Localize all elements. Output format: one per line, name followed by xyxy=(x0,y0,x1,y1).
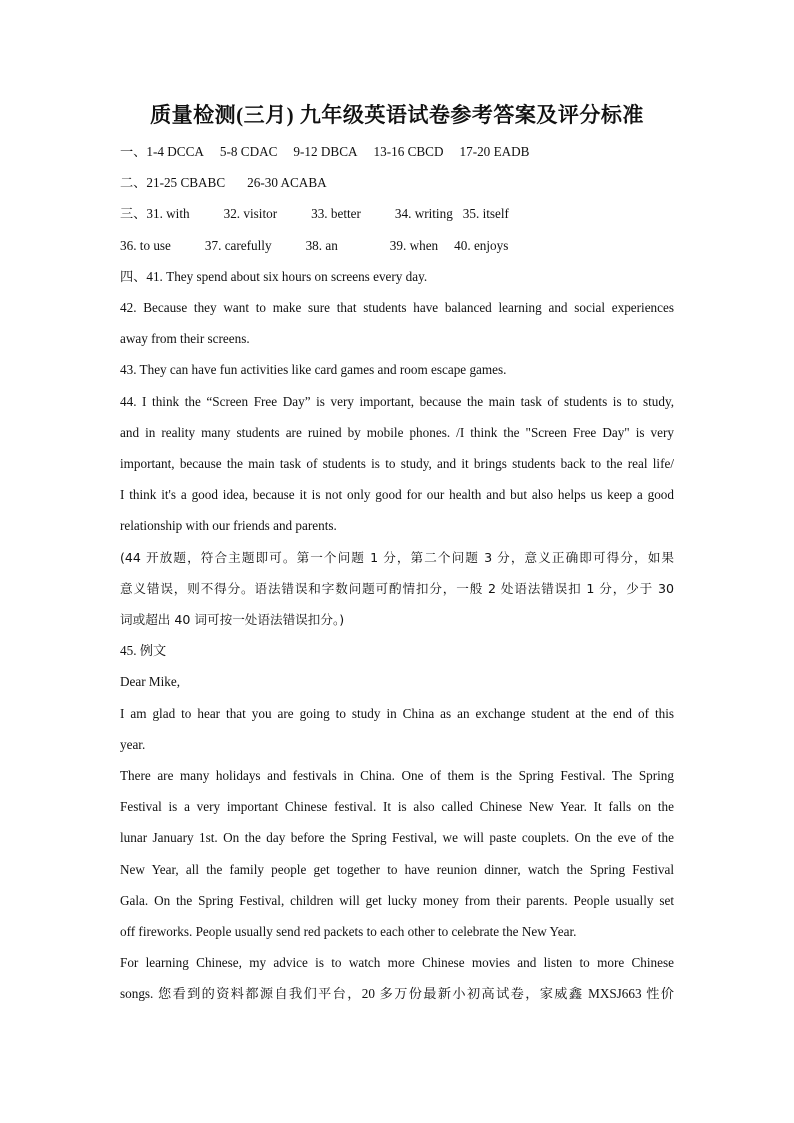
answer-43: 43. They can have fun activities like card games and room escape games. xyxy=(120,362,507,378)
essay-line: Festival is a very important Chinese festival. It is also called Chinese New Year. It falls on the xyxy=(120,799,674,815)
essay-salutation: Dear Mike, xyxy=(120,674,181,690)
essay-line: There are many holidays and festivals in China. One of them is the Spring Festival. The Spring xyxy=(120,768,674,784)
answer-44-line: and in reality many students are ruined by mobile phones. /I think the "Screen Free Day" is very xyxy=(120,424,674,440)
answer-group: 21-25 CBABC xyxy=(146,175,226,191)
answer-item: 35. itself xyxy=(462,206,509,222)
essay-line: Gala. On the Spring Festival, children will get lucky money from their parents. People usually set xyxy=(120,892,674,908)
answer-item: 34. writing xyxy=(394,206,453,222)
essay-line: songs. 您看到的资料都源自我们平台，20 多万份最新小初高试卷，家威鑫 MXSJ663 性价 xyxy=(120,986,674,1002)
section-3-answers-row-1 xyxy=(120,198,674,229)
section-1-prefix: 一、 xyxy=(120,144,147,159)
scoring-note-line: 意义错误，则不得分。语法错误和字数问题可酌情扣分，一般 2 处语法错误扣 1 分，少于 30 xyxy=(120,580,674,596)
answer-item: 40. enjoys xyxy=(454,237,509,253)
answer-group: 9-12 DBCA xyxy=(293,144,358,159)
section-2-answers xyxy=(120,167,674,198)
section-2-prefix: 二、 xyxy=(120,175,147,191)
answer-42-line: away from their screens. xyxy=(120,331,250,347)
essay-heading: 45. 例文 xyxy=(120,643,167,659)
answer-group: 1-4 DCCA xyxy=(146,144,204,159)
answer-group: 13-16 CBCD xyxy=(373,144,444,159)
scoring-note-line: 词或超出 40 词可按一处语法错误扣分。) xyxy=(120,612,345,628)
essay-line: year. xyxy=(120,736,146,752)
essay-line: lunar January 1st. On the day before the Spring Festival, we will paste couplets. On the eve of the xyxy=(120,830,674,846)
answer-item: 31. with xyxy=(146,206,190,222)
essay-line: off fireworks. People usually send red packets to each other to celebrate the New Year. xyxy=(120,924,577,940)
answer-44-line: 44. I think the “Screen Free Day” is very important, because the main task of students is to study, xyxy=(120,393,674,409)
section-3-answers-row-2 xyxy=(120,230,674,261)
answer-group: 17-20 EADB xyxy=(459,144,530,159)
answer-item: 33. better xyxy=(311,206,361,222)
answer-44-line: relationship with our friends and parents. xyxy=(120,518,337,534)
answer-44-line: I think it's a good idea, because it is not only good for our health and but also helps us keep a good xyxy=(120,487,674,503)
answer-item: 37. carefully xyxy=(204,237,272,253)
answer-item: 36. to use xyxy=(120,237,171,253)
answer-42-line: 42. Because they want to make sure that students have balanced learning and social experiences xyxy=(120,300,674,316)
page-title: 质量检测(三月) 九年级英语试卷参考答案及评分标准 xyxy=(150,103,644,127)
answer-41: 四、41. They spend about six hours on screens every day. xyxy=(120,268,428,284)
section-1-answers xyxy=(120,136,674,167)
essay-line: I am glad to hear that you are going to study in China as an exchange student at the end of this xyxy=(120,705,674,721)
answer-sheet-page xyxy=(120,100,674,1010)
scoring-note-line: (44 开放题，符合主题即可。第一个问题 1 分，第二个问题 3 分，意义正确即可得分，如果 xyxy=(120,549,674,565)
answer-group: 26-30 ACABA xyxy=(247,175,327,191)
answer-item: 38. an xyxy=(305,237,338,253)
answer-44-line: important, because the main task of students is to study, and it brings students back to the real life/ xyxy=(120,456,674,472)
answer-item: 32. visitor xyxy=(223,206,278,222)
essay-line: New Year, all the family people get together to have reunion dinner, watch the Spring Festival xyxy=(120,861,674,877)
answer-group: 5-8 CDAC xyxy=(219,144,278,159)
essay-line: For learning Chinese, my advice is to watch more Chinese movies and listen to more Chinese xyxy=(120,955,674,971)
section-3-prefix: 三、 xyxy=(120,206,147,222)
answer-item: 39. when xyxy=(389,237,439,253)
